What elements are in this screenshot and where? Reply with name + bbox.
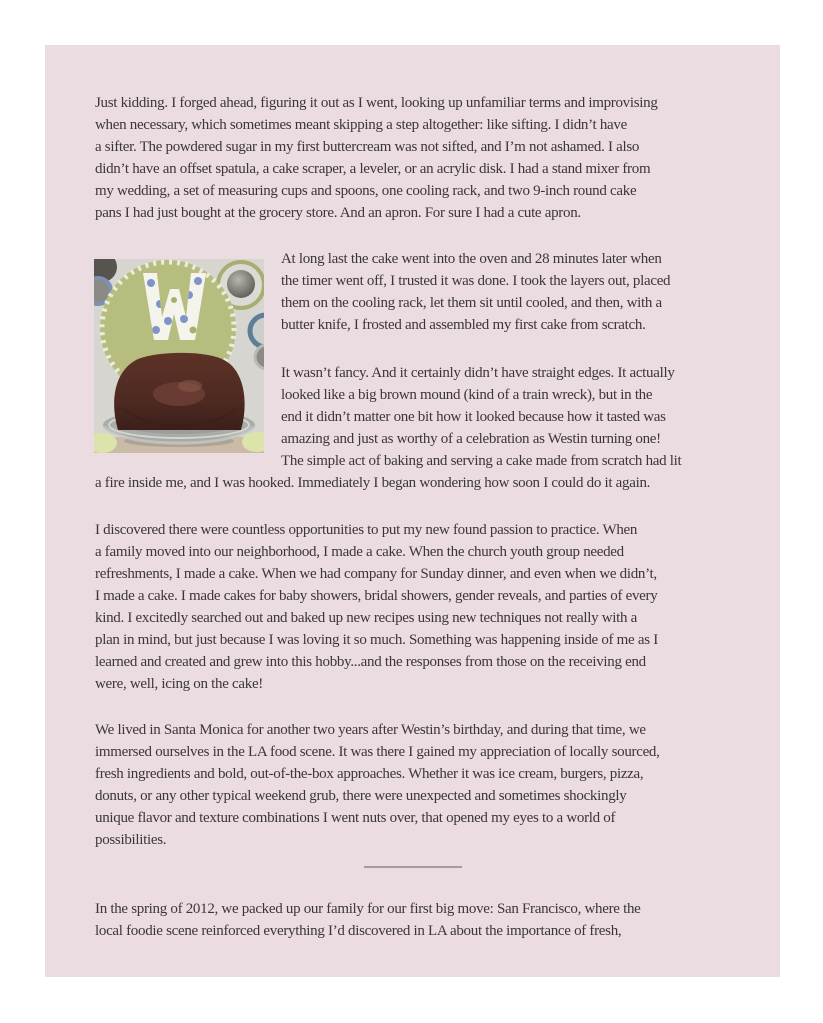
text-line: them on the cooling rack, let them sit until cooled, and then, with a [281,295,662,311]
text-line: when necessary, which sometimes meant skipping a step altogether: like sifting. I didn’t have [95,117,627,133]
text-line: kind. I excitedly searched out and baked up new recipes using new techniques not really with a [95,610,638,626]
paragraph-p1 [95,92,730,224]
text-line: a sifter. The powdered sugar in my first buttercream was not sifted, and I’m not ashamed. I also [95,139,640,155]
text-line: the timer went off, I trusted it was done. I took the layers out, placed [281,273,671,289]
text-line: We lived in Santa Monica for another two years after Westin’s birthday, and during that time, we [95,722,646,738]
text-line: In the spring of 2012, we packed up our family for our first big move: San Francisco, where the [95,901,641,917]
text-line: At long last the cake went into the oven and 28 minutes later when [281,251,662,267]
text-line: It wasn’t fancy. And it certainly didn’t have straight edges. It actually [281,365,675,381]
text-line: a fire inside me, and I was hooked. Immediately I began wondering how soon I could do it again. [95,475,651,491]
text-line: didn’t have an offset spatula, a cake scraper, a leveler, or an acrylic disk. I had a stand mixer from [95,161,651,177]
section-divider [364,866,462,868]
paragraph-p5 [95,719,730,851]
paragraph-p6 [95,898,730,942]
article [95,45,730,942]
text-line: learned and created and grew into this hobby...and the responses from those on the receiving end [95,654,646,670]
text-line: The simple act of baking and serving a cake made from scratch had lit [281,453,682,469]
text-line: Just kidding. I forged ahead, figuring it out as I went, looking up unfamiliar terms and improvising [95,95,658,111]
text-line: I made a cake. I made cakes for baby showers, bridal showers, gender reveals, and parties of every [95,588,658,604]
text-line: local foodie scene reinforced everything I’d discovered in LA about the importance of fresh, [95,923,622,939]
text-line: I discovered there were countless opportunities to put my new found passion to practice. When [95,522,638,538]
paragraph-p4 [95,519,730,695]
text-line: possibilities. [95,832,167,848]
text-line: pans I had just bought at the grocery store. And an apron. For sure I had a cute apron. [95,205,581,221]
text-line: refreshments, I made a cake. When we had company for Sunday dinner, and even when we didn’t, [95,566,657,582]
text-line: unique flavor and texture combinations I went nuts over, that opened my eyes to a world of [95,810,616,826]
text-line: immersed ourselves in the LA food scene. It was there I gained my appreciation of locally sourced, [95,744,660,760]
paragraph-p3 [95,362,730,494]
text-line: plan in mind, but just because I was loving it so much. Something was happening inside of me as I [95,632,658,648]
book-page-panel [45,45,780,977]
text-line: were, well, icing on the cake! [95,676,264,692]
text-line: butter knife, I frosted and assembled my first cake from scratch. [281,317,646,333]
text-line: a family moved into our neighborhood, I made a cake. When the church youth group needed [95,544,624,560]
text-line: amazing and just as worthy of a celebration as Westin turning one! [281,431,661,447]
text-line: fresh ingredients and bold, out-of-the-box approaches. Whether it was ice cream, burgers, pizza, [95,766,644,782]
text-line: looked like a big brown mound (kind of a train wreck), but in the [281,387,653,403]
paragraph-p2 [95,248,730,336]
text-line: donuts, or any other typical weekend grub, there were unexpected and sometimes shockingly [95,788,627,804]
text-line: my wedding, a set of measuring cups and spoons, one cooling rack, and two 9-inch round cake [95,183,637,199]
text-line: end it didn’t matter one bit how it looked because how it tasted was [281,409,666,425]
